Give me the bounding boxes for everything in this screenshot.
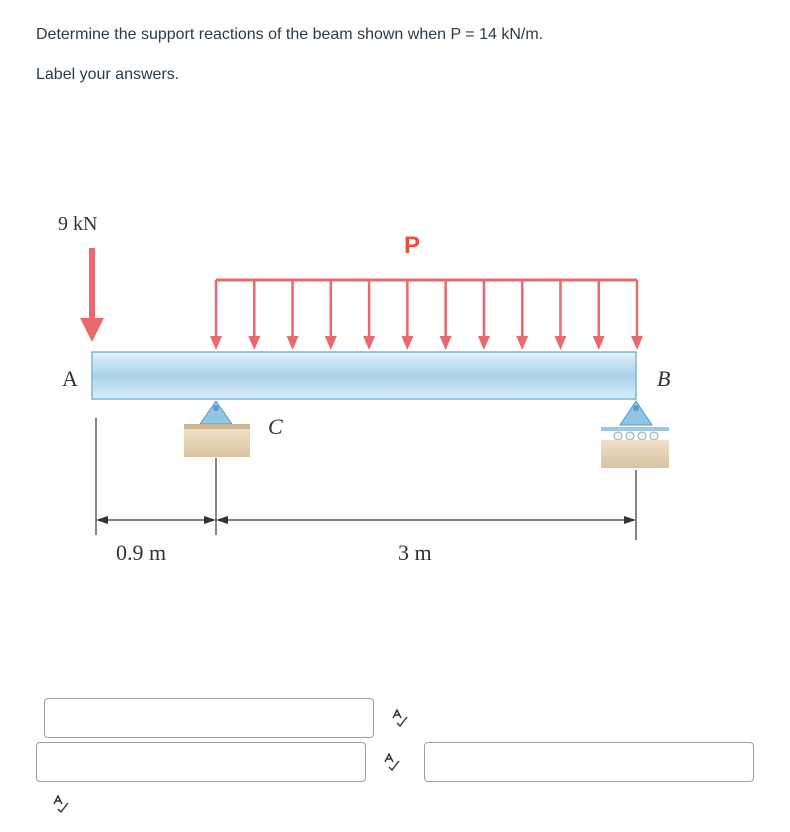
point-load-label: 9 kN	[58, 213, 98, 235]
beam-diagram	[0, 190, 790, 590]
answer-input-3[interactable]	[424, 742, 754, 782]
distributed-load-arrowhead	[210, 336, 222, 350]
distributed-load-arrowhead	[516, 336, 528, 350]
answer-input-1[interactable]	[44, 698, 374, 738]
distributed-load-arrowhead	[325, 336, 337, 350]
distributed-load-arrowhead	[363, 336, 375, 350]
distributed-load-arrowhead	[631, 336, 643, 350]
distributed-load-label: P	[404, 232, 421, 259]
question-instruction: Label your answers.	[36, 66, 180, 83]
point-load-arrow	[80, 248, 104, 342]
spellcheck-icon[interactable]	[391, 709, 409, 727]
distributed-load-arrowhead	[593, 336, 605, 350]
distributed-load-arrowhead	[401, 336, 413, 350]
roller-support-b	[601, 401, 669, 468]
pin-support-c	[184, 401, 250, 457]
beam	[92, 352, 636, 399]
distributed-load-arrowhead	[287, 336, 299, 350]
dimension-label-ac: 0.9 m	[116, 540, 167, 565]
dimension-lines	[96, 418, 636, 540]
point-c-label: C	[268, 414, 283, 439]
question-text: Determine the support reactions of the beam shown when P = 14 kN/m.	[36, 26, 544, 43]
spellcheck-icon[interactable]	[52, 795, 70, 813]
distributed-load	[210, 280, 643, 350]
distributed-load-arrowhead	[440, 336, 452, 350]
point-b-label: B	[657, 366, 671, 391]
dimension-label-cb: 3 m	[398, 540, 432, 565]
distributed-load-arrowhead	[554, 336, 566, 350]
point-a-label: A	[62, 366, 78, 391]
distributed-load-arrowhead	[478, 336, 490, 350]
distributed-load-arrowhead	[248, 336, 260, 350]
answer-input-2[interactable]	[36, 742, 366, 782]
spellcheck-icon[interactable]	[383, 753, 401, 771]
